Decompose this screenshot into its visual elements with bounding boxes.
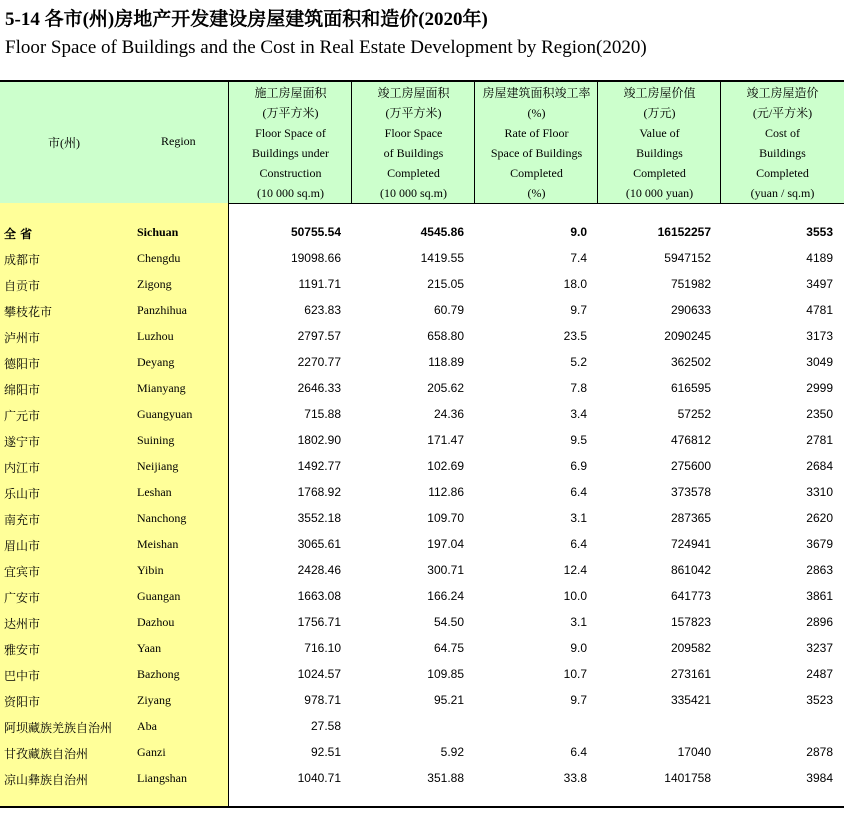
- value-cell-col-4: 861042: [670, 563, 711, 577]
- region-name-en: Deyang: [137, 355, 175, 369]
- value-cell-col-2: 658.80: [427, 329, 464, 343]
- value-cell-col-4: 2090245: [664, 329, 711, 343]
- value-cell-col-3: 7.8: [570, 381, 587, 395]
- value-cell-col-1: 1663.08: [297, 589, 341, 603]
- value-cell-col-4: 616595: [670, 381, 711, 395]
- value-cell-col-2: 118.89: [428, 355, 464, 369]
- value-cell-col-1: 3065.61: [297, 537, 341, 551]
- header-line: (10 000 yuan): [625, 186, 694, 200]
- header-column-2: [352, 82, 475, 203]
- table-row: [0, 765, 844, 791]
- value-cell-col-5: 3497: [806, 277, 833, 291]
- value-cell-col-2: 109.70: [427, 511, 464, 525]
- value-cell-col-1: 1040.71: [297, 771, 341, 785]
- region-name-cn: 宜宾市: [4, 565, 41, 579]
- header-line: 竣工房屋造价: [746, 86, 819, 100]
- header-line: Completed: [756, 166, 809, 180]
- table-row: [0, 245, 844, 271]
- region-name-en: Nanchong: [137, 511, 187, 525]
- value-cell-col-3: 18.0: [563, 277, 587, 291]
- value-cell-col-1: 716.10: [304, 641, 341, 655]
- value-cell-col-4: 476812: [670, 433, 711, 447]
- value-cell-col-3: 3.4: [570, 407, 587, 421]
- value-cell-col-2: 300.71: [427, 563, 464, 577]
- value-cell-col-2: 171.47: [427, 433, 464, 447]
- value-cell-col-4: 209582: [670, 641, 711, 655]
- value-cell-col-3: 6.4: [570, 537, 587, 551]
- value-cell-col-5: 4189: [806, 251, 833, 265]
- table-row: [0, 427, 844, 453]
- value-cell-col-2: 95.21: [433, 693, 464, 707]
- value-cell-col-4: 157823: [670, 615, 711, 629]
- header-line: Cost of: [764, 126, 800, 140]
- value-cell-col-2: 102.69: [427, 459, 464, 473]
- value-cell-col-4: 290633: [670, 303, 711, 317]
- header-line: (万平方米): [385, 106, 442, 120]
- header-line: Construction: [259, 166, 322, 180]
- value-cell-col-2: 4545.86: [420, 225, 464, 239]
- table-row: [0, 531, 844, 557]
- value-cell-col-3: 5.2: [570, 355, 587, 369]
- value-cell-col-5: 2863: [806, 563, 833, 577]
- value-cell-col-3: 9.0: [570, 641, 587, 655]
- region-name-cn: 广元市: [4, 409, 41, 423]
- header-line: Floor Space: [384, 126, 443, 140]
- header-column-3: [475, 82, 598, 203]
- header-line: Buildings under: [252, 146, 329, 160]
- header-line: 施工房屋面积: [254, 86, 327, 100]
- header-line: (yuan / sq.m): [750, 186, 815, 200]
- value-cell-col-3: 12.4: [563, 563, 587, 577]
- value-cell-col-4: 1401758: [664, 771, 711, 785]
- table-row: [0, 687, 844, 713]
- bottom-rule: [0, 806, 844, 808]
- value-cell-col-3: 10.7: [563, 667, 587, 681]
- region-name-en: Yibin: [137, 563, 164, 577]
- table-row: [0, 349, 844, 375]
- header-column-1: [229, 82, 352, 203]
- value-cell-col-5: 2620: [806, 511, 833, 525]
- table-row: [0, 323, 844, 349]
- header-line: Completed: [633, 166, 686, 180]
- value-cell-col-1: 2270.77: [297, 355, 341, 369]
- region-name-cn: 达州市: [4, 617, 41, 631]
- value-cell-col-4: 57252: [677, 407, 711, 421]
- value-cell-col-2: 351.88: [427, 771, 464, 785]
- region-name-en: Sichuan: [137, 225, 179, 239]
- region-name-cn: 内江市: [4, 461, 41, 475]
- table-row: [0, 453, 844, 479]
- header-line: (%): [527, 186, 546, 200]
- header-line: (10 000 sq.m): [380, 186, 447, 200]
- region-name-en: Panzhihua: [137, 303, 187, 317]
- value-cell-col-1: 19098.66: [290, 251, 341, 265]
- value-cell-col-3: 10.0: [563, 589, 587, 603]
- value-cell-col-4: 335421: [670, 693, 711, 707]
- value-cell-col-1: 1802.90: [297, 433, 341, 447]
- region-name-en: Neijiang: [137, 459, 179, 473]
- region-name-en: Meishan: [137, 537, 179, 551]
- header-line: Space of Buildings: [490, 146, 583, 160]
- table-row: [0, 557, 844, 583]
- value-cell-col-4: 275600: [670, 459, 711, 473]
- header-line: Buildings: [759, 146, 806, 160]
- value-cell-col-2: 112.86: [428, 485, 464, 499]
- table-header: [0, 82, 844, 204]
- value-cell-col-2: 1419.55: [420, 251, 464, 265]
- region-name-en: Guangan: [137, 589, 181, 603]
- region-name-cn: 泸州市: [4, 331, 41, 345]
- value-cell-col-5: 3237: [806, 641, 833, 655]
- value-cell-col-1: 1191.71: [298, 277, 341, 291]
- table-title-chinese: 5-14 各市(州)房地产开发建设房屋建筑面积和造价(2020年): [5, 9, 488, 30]
- header-line: Floor Space of: [255, 126, 326, 140]
- region-name-en: Guangyuan: [137, 407, 193, 421]
- value-cell-col-1: 92.51: [310, 745, 341, 759]
- total-row: [0, 219, 844, 245]
- header-city-cn: 市(州): [48, 136, 80, 150]
- value-cell-col-2: 24.36: [433, 407, 464, 421]
- region-name-en: Aba: [137, 719, 157, 733]
- region-name-cn: 遂宁市: [4, 435, 41, 449]
- value-cell-col-4: 273161: [670, 667, 711, 681]
- value-cell-col-5: 2684: [806, 459, 833, 473]
- value-cell-col-4: 5947152: [664, 251, 711, 265]
- value-cell-col-1: 623.83: [304, 303, 341, 317]
- value-cell-col-3: 33.8: [563, 771, 587, 785]
- table-row: [0, 739, 844, 765]
- region-name-cn: 阿坝藏族羌族自治州: [4, 721, 113, 735]
- value-cell-col-1: 50755.54: [290, 225, 341, 239]
- region-name-en: Yaan: [137, 641, 162, 655]
- value-cell-col-3: 6.4: [570, 745, 587, 759]
- value-cell-col-5: 3984: [806, 771, 833, 785]
- header-line: of Buildings: [383, 146, 444, 160]
- table-row: [0, 271, 844, 297]
- header-line: Completed: [387, 166, 440, 180]
- value-cell-col-2: 5.92: [440, 745, 464, 759]
- region-name-cn: 眉山市: [4, 539, 41, 553]
- value-cell-col-5: 2896: [806, 615, 833, 629]
- value-cell-col-5: 3310: [806, 485, 833, 499]
- value-cell-col-1: 978.71: [304, 693, 341, 707]
- region-name-cn: 南充市: [4, 513, 41, 527]
- value-cell-col-5: 2487: [806, 667, 833, 681]
- header-line: 竣工房屋价值: [623, 86, 696, 100]
- header-line: (万元): [643, 106, 676, 120]
- value-cell-col-5: 3173: [806, 329, 833, 343]
- value-cell-col-1: 3552.18: [297, 511, 341, 525]
- table-row: [0, 479, 844, 505]
- value-cell-col-4: 724941: [670, 537, 711, 551]
- value-cell-col-3: 9.5: [570, 433, 587, 447]
- table-row: [0, 401, 844, 427]
- value-cell-col-3: 9.7: [570, 303, 587, 317]
- table-title-english: Floor Space of Buildings and the Cost in Real Estate Development by Region(2020): [5, 37, 647, 58]
- value-cell-col-4: 751982: [670, 277, 711, 291]
- value-cell-col-3: 7.4: [570, 251, 587, 265]
- region-name-cn: 德阳市: [4, 357, 41, 371]
- value-cell-col-5: 2878: [806, 745, 833, 759]
- header-column-4: [598, 82, 721, 203]
- value-cell-col-4: 362502: [670, 355, 711, 369]
- value-cell-col-4: 373578: [670, 485, 711, 499]
- value-cell-col-2: 197.04: [427, 537, 464, 551]
- value-cell-col-3: 3.1: [570, 615, 587, 629]
- region-name-en: Ganzi: [137, 745, 166, 759]
- header-line: (万平方米): [262, 106, 319, 120]
- table-row: [0, 713, 844, 739]
- value-cell-col-5: 3679: [806, 537, 833, 551]
- header-line: Completed: [510, 166, 563, 180]
- value-cell-col-5: 4781: [806, 303, 833, 317]
- value-cell-col-5: 2350: [806, 407, 833, 421]
- value-cell-col-4: 287365: [670, 511, 711, 525]
- table-row: [0, 375, 844, 401]
- region-name-cn: 攀枝花市: [4, 305, 53, 319]
- value-cell-col-2: 205.62: [427, 381, 464, 395]
- value-cell-col-5: 2781: [806, 433, 833, 447]
- region-name-en: Leshan: [137, 485, 172, 499]
- region-name-cn: 成都市: [4, 253, 41, 267]
- value-cell-col-1: 1024.57: [297, 667, 341, 681]
- header-line: 竣工房屋面积: [377, 86, 450, 100]
- value-cell-col-1: 1756.71: [297, 615, 341, 629]
- region-name-en: Bazhong: [137, 667, 180, 681]
- value-cell-col-1: 1768.92: [297, 485, 341, 499]
- header-line: Buildings: [636, 146, 683, 160]
- region-name-cn: 广安市: [4, 591, 41, 605]
- value-cell-col-2: 215.05: [427, 277, 464, 291]
- table-row: [0, 583, 844, 609]
- header-line: (元/平方米): [752, 106, 813, 120]
- value-cell-col-1: 2646.33: [297, 381, 341, 395]
- region-name-cn: 雅安市: [4, 643, 41, 657]
- value-cell-col-3: 9.7: [570, 693, 587, 707]
- region-name-cn: 巴中市: [4, 669, 41, 683]
- value-cell-col-5: 3049: [806, 355, 833, 369]
- table-row: [0, 609, 844, 635]
- header-line: Value of: [639, 126, 680, 140]
- value-cell-col-2: 54.50: [433, 615, 464, 629]
- region-name-cn: 乐山市: [4, 487, 41, 501]
- value-cell-col-5: 3553: [806, 225, 833, 239]
- region-name-en: Zigong: [137, 277, 172, 291]
- value-cell-col-2: 109.85: [427, 667, 464, 681]
- region-name-cn: 自贡市: [4, 279, 41, 293]
- value-cell-col-3: 6.4: [570, 485, 587, 499]
- table-row: [0, 505, 844, 531]
- value-cell-col-1: 27.58: [310, 719, 341, 733]
- region-name-en: Chengdu: [137, 251, 181, 265]
- header-line: (10 000 sq.m): [257, 186, 324, 200]
- header-line: Rate of Floor: [504, 126, 569, 140]
- region-name-en: Dazhou: [137, 615, 175, 629]
- value-cell-col-2: 166.24: [427, 589, 464, 603]
- region-name-en: Luzhou: [137, 329, 174, 343]
- table-row: [0, 297, 844, 323]
- value-cell-col-1: 715.88: [304, 407, 341, 421]
- value-cell-col-3: 9.0: [570, 225, 587, 239]
- region-name-cn: 凉山彝族自治州: [4, 773, 89, 787]
- region-name-cn: 全 省: [4, 227, 33, 241]
- header-line: (%): [527, 106, 546, 120]
- value-cell-col-1: 2428.46: [297, 563, 341, 577]
- region-name-cn: 绵阳市: [4, 383, 41, 397]
- value-cell-col-3: 3.1: [570, 511, 587, 525]
- value-cell-col-1: 2797.57: [297, 329, 341, 343]
- value-cell-col-2: 60.79: [433, 303, 464, 317]
- value-cell-col-4: 16152257: [657, 225, 711, 239]
- region-name-cn: 资阳市: [4, 695, 41, 709]
- header-region-en: Region: [161, 134, 196, 148]
- table-row: [0, 661, 844, 687]
- value-cell-col-4: 641773: [670, 589, 711, 603]
- region-name-en: Suining: [137, 433, 175, 447]
- value-cell-col-5: 2999: [806, 381, 833, 395]
- value-cell-col-1: 1492.77: [297, 459, 341, 473]
- value-cell-col-5: 3861: [806, 589, 833, 603]
- header-line: 房屋建筑面积竣工率: [482, 86, 591, 100]
- header-column-5: [721, 82, 844, 203]
- table-row: [0, 635, 844, 661]
- value-cell-col-3: 23.5: [563, 329, 587, 343]
- region-name-en: Ziyang: [137, 693, 171, 707]
- value-cell-col-3: 6.9: [570, 459, 587, 473]
- region-name-en: Liangshan: [137, 771, 187, 785]
- value-cell-col-2: 64.75: [433, 641, 464, 655]
- region-name-en: Mianyang: [137, 381, 186, 395]
- value-cell-col-4: 17040: [677, 745, 711, 759]
- region-name-cn: 甘孜藏族自治州: [4, 747, 89, 761]
- value-cell-col-5: 3523: [806, 693, 833, 707]
